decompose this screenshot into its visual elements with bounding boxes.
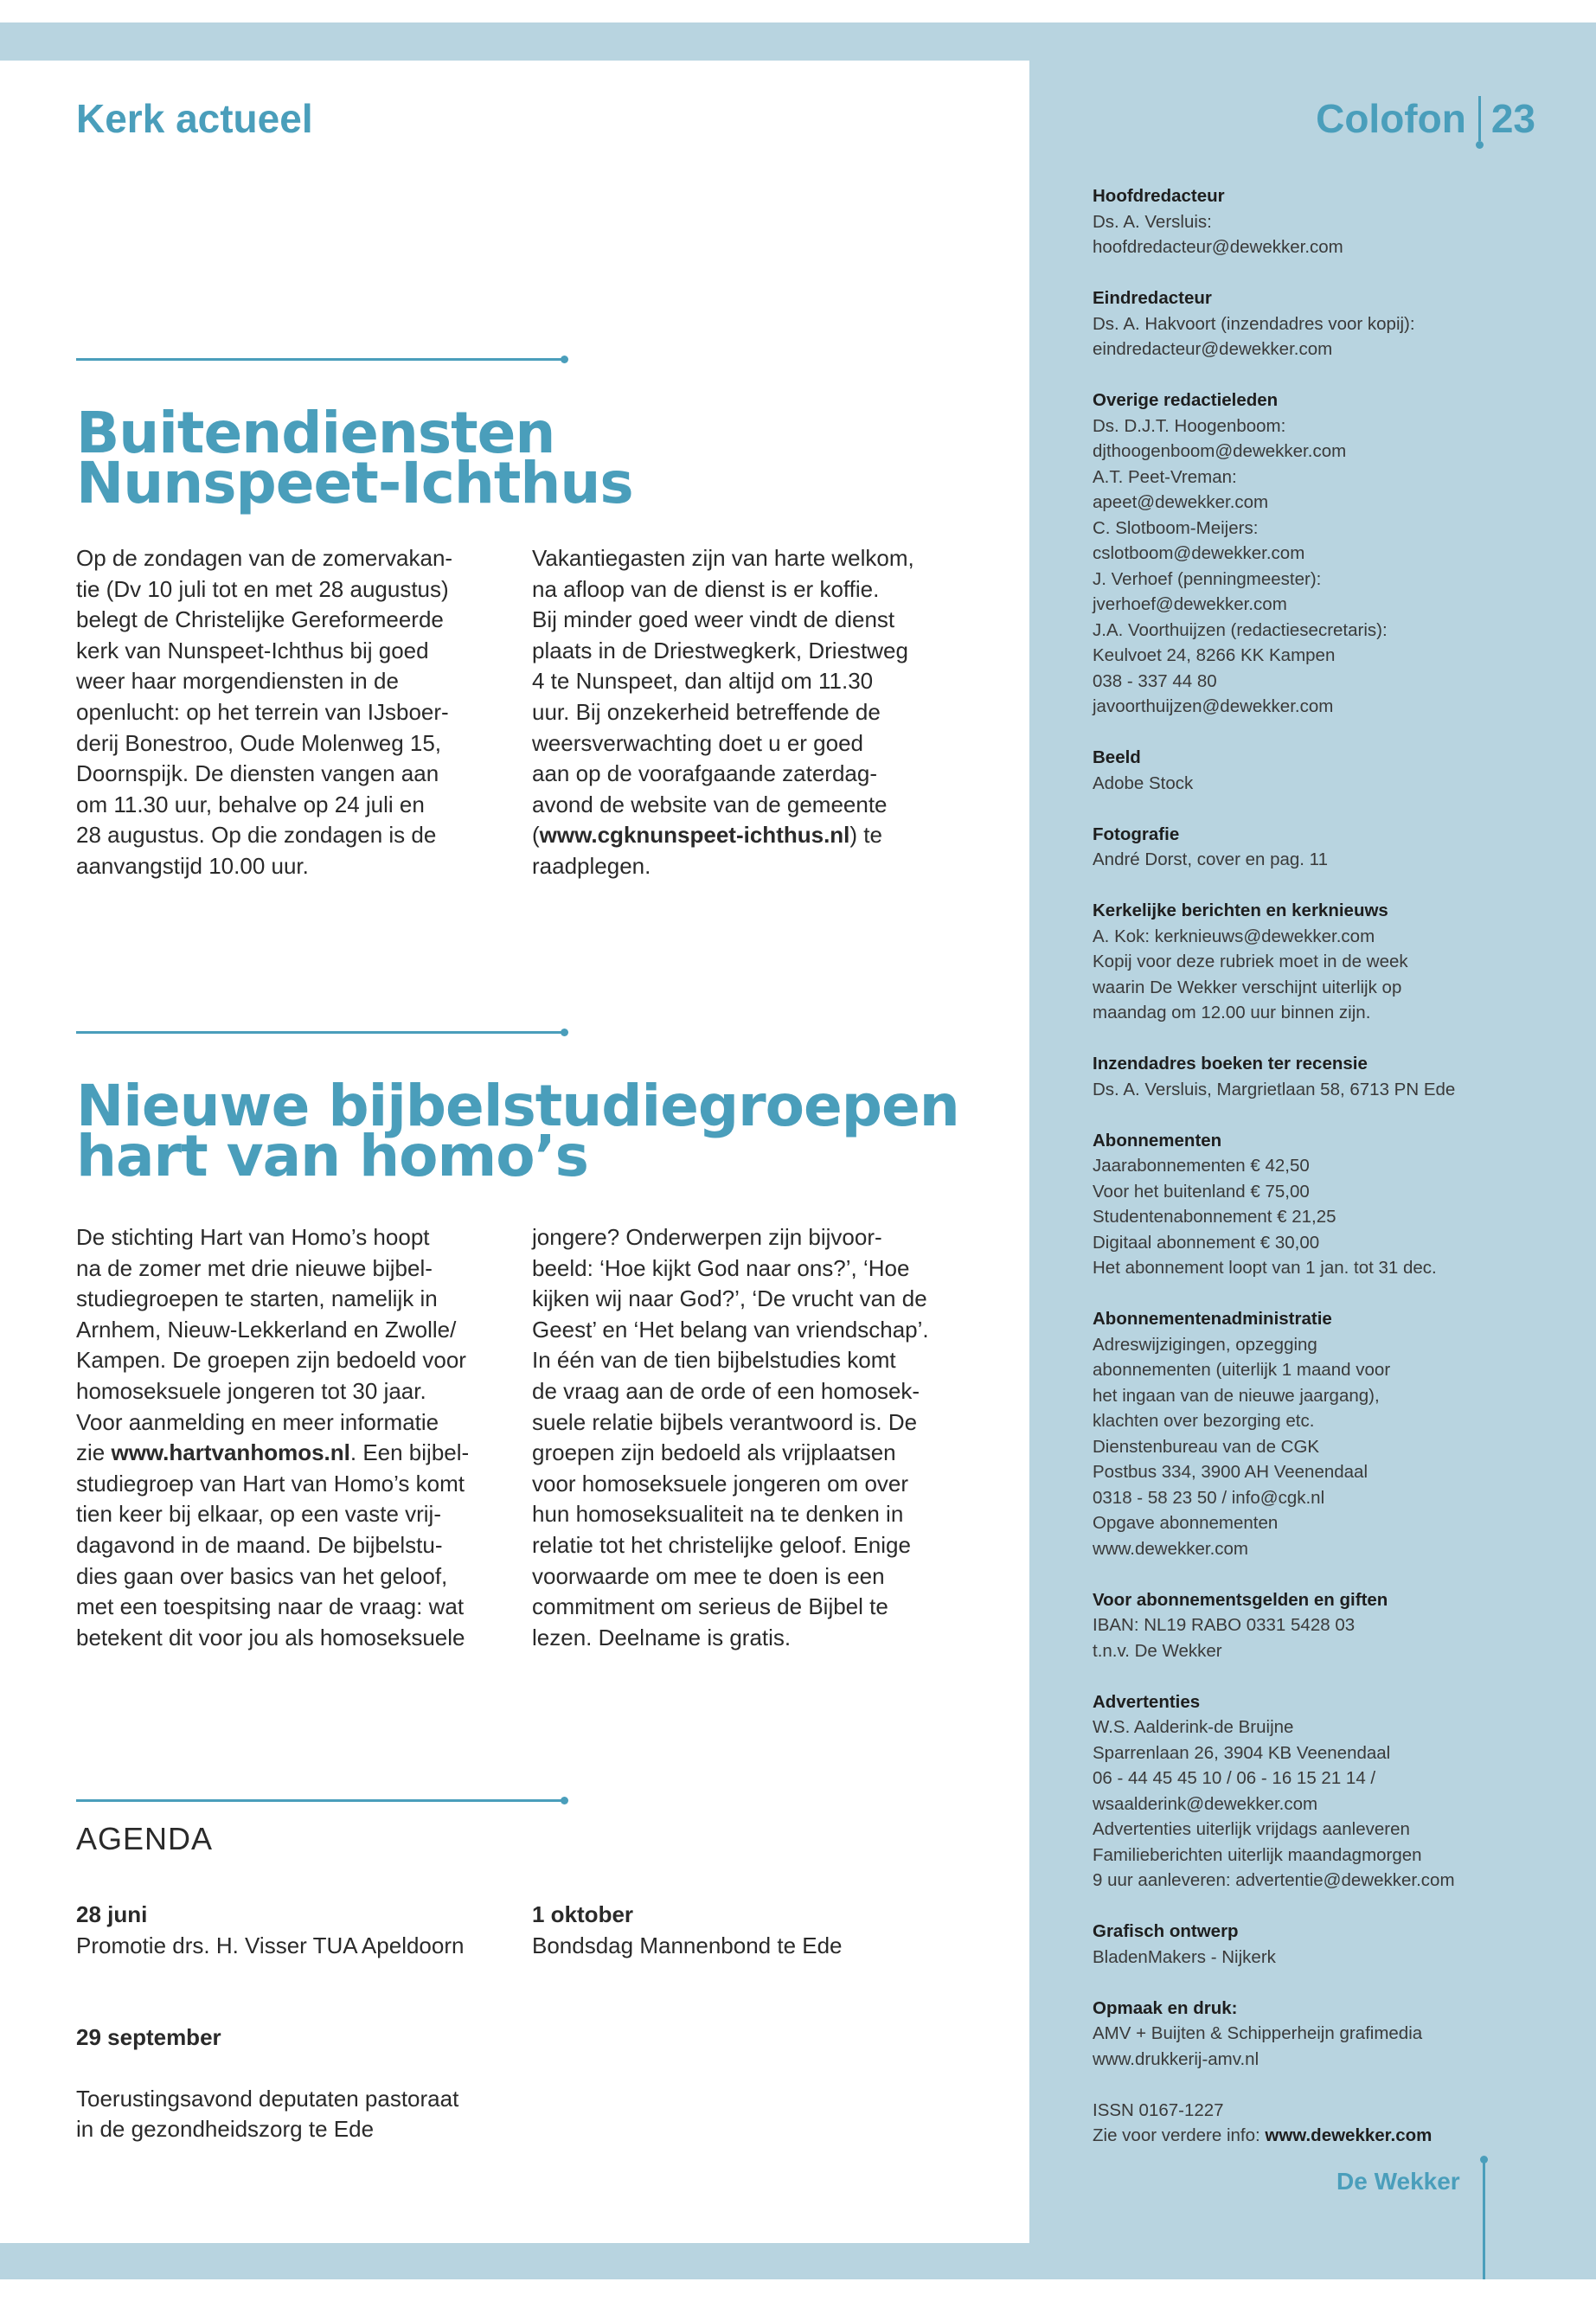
article1-col2-text: Vakantiegasten zijn van harte welkom, na afloop van de dienst is er koffie. Bij minder goed weer vindt de dienst plaats in de Driestwegkerk, Driestweg 4 te Nunspeet, dan altijd om 11.30 uur. Bij onzekerheid betreffende de weersverwachting doet u er goed aan op de voorafgaande zaterdag- avond de website van de gemeente ( bbox=[532, 545, 914, 849]
colofon-line: Ds. A. Versluis, Margrietlaan 58, 6713 PN Ede bbox=[1093, 1079, 1456, 1099]
colofon-block bbox=[1093, 1306, 1577, 1561]
colofon-line: Adreswijzigingen, opzegging bbox=[1093, 1334, 1317, 1355]
article2-col1-text-end: . Een bijbel- studiegroep van Hart van Homo’s komt tien keer bij elkaar, op een vaste vrij- dagavond in de maand. De bijbelstu- dies gaan over basics van het geloof, met een toespitsing naar de vraag: wat betekent dit voor jou als homoseksuele bbox=[76, 1439, 470, 1650]
colofon-line: maandag om 12.00 uur binnen zijn. bbox=[1093, 1003, 1371, 1022]
colofon-line: AMV + Buijten & Schipperheijn grafimedia bbox=[1093, 2023, 1423, 2043]
colofon-line: Ds. A. Hakvoort (inzendadres voor kopij): bbox=[1093, 313, 1415, 334]
colofon-line: www.dewekker.com bbox=[1093, 1538, 1249, 1559]
colofon-line: A. Kok: kerknieuws@dewekker.com bbox=[1093, 926, 1375, 946]
colofon-title: Colofon bbox=[1316, 96, 1466, 141]
article1-title-line2: Nunspeet-Ichthus bbox=[76, 450, 633, 516]
colofon-line: jverhoef@dewekker.com bbox=[1093, 594, 1287, 614]
colofon-line: Studentenabonnement € 21,25 bbox=[1093, 1207, 1336, 1227]
article2-col1-text: De stichting Hart van Homo’s hoopt na de zomer met drie nieuwe bijbel- studiegroepen te starten, namelijk in Arnhem, Nieuw-Lekkerland en Zwolle/ Kampen. De groepen zijn bedoeld voor homoseksuele jongeren tot 30 jaar. Voor aanmelding en meer informatie zie bbox=[76, 1224, 466, 1466]
colofon-heading: Voor abonnementsgelden en giften bbox=[1093, 1589, 1388, 1610]
colofon-line: Opgave abonnementen bbox=[1093, 1513, 1279, 1533]
article2-title-line1: Nieuwe bijbelstudiegroepen bbox=[76, 1073, 959, 1139]
article1-title-line1: Buitendiensten bbox=[76, 400, 555, 466]
colofon-line: BladenMakers - Nijkerk bbox=[1093, 1946, 1276, 1967]
colofon-block bbox=[1093, 898, 1577, 1026]
colofon-header bbox=[1316, 95, 1535, 142]
colofon-footer bbox=[1093, 2098, 1577, 2149]
colofon-line: Advertenties uiterlijk vrijdags aanleveren bbox=[1093, 1819, 1410, 1839]
colofon-line: Voor het buitenland € 75,00 bbox=[1093, 1181, 1310, 1202]
article2-title bbox=[76, 1073, 993, 1189]
agenda-title: AGENDA bbox=[76, 1821, 214, 1856]
colofon-line: J.A. Voorthuijzen (redactiesecretaris): bbox=[1093, 619, 1388, 640]
colofon-heading: Grafisch ontwerp bbox=[1093, 1921, 1239, 1941]
bottom-margin bbox=[0, 2279, 1596, 2301]
colofon-line: Postbus 334, 3900 AH Veenendaal bbox=[1093, 1462, 1368, 1482]
colofon-heading: Inzendadres boeken ter recensie bbox=[1093, 1054, 1368, 1074]
colofon-line: www.drukkerij-amv.nl bbox=[1093, 2048, 1259, 2069]
website-link[interactable]: www.dewekker.com bbox=[1265, 2125, 1433, 2145]
colofon-block bbox=[1093, 388, 1577, 720]
colofon-block bbox=[1093, 1128, 1577, 1281]
issn: ISSN 0167-1227 bbox=[1093, 2099, 1224, 2120]
colofon-line: javoorthuijzen@dewekker.com bbox=[1093, 696, 1334, 716]
colofon-line: IBAN: NL19 RABO 0331 5428 03 bbox=[1093, 1615, 1356, 1635]
footer-divider bbox=[1483, 2160, 1485, 2279]
colofon-line: Keulvoet 24, 8266 KK Kampen bbox=[1093, 645, 1336, 665]
article2-column1 bbox=[76, 1222, 491, 1653]
colofon-heading: Eindredacteur bbox=[1093, 288, 1212, 308]
colofon-line: Dienstenbureau van de CGK bbox=[1093, 1436, 1320, 1457]
agenda-item bbox=[532, 1900, 982, 1961]
agenda-rule bbox=[76, 1799, 565, 1802]
agenda-item bbox=[76, 1991, 526, 2145]
colofon-line: 9 uur aanleveren: advertentie@dewekker.com bbox=[1093, 1870, 1455, 1890]
colofon-line: 0318 - 58 23 50 / info@cgk.nl bbox=[1093, 1487, 1325, 1508]
colofon-heading: Abonnementenadministratie bbox=[1093, 1309, 1332, 1329]
colofon-heading: Fotografie bbox=[1093, 824, 1180, 844]
colofon-line: t.n.v. De Wekker bbox=[1093, 1640, 1222, 1661]
colofon-heading: Advertenties bbox=[1093, 1691, 1201, 1712]
colofon-line: Jaarabonnementen € 42,50 bbox=[1093, 1156, 1310, 1176]
section-label: Kerk actueel bbox=[76, 96, 313, 141]
colofon-line: het ingaan van de nieuwe jaargang), bbox=[1093, 1385, 1380, 1406]
colofon-line: Familieberichten uiterlijk maandagmorgen bbox=[1093, 1844, 1422, 1865]
more-info bbox=[1093, 2123, 1577, 2149]
colofon-heading: Overige redactieleden bbox=[1093, 390, 1279, 410]
colofon-line: waarin De Wekker verschijnt uiterlijk op bbox=[1093, 977, 1402, 997]
colofon-line: Ds. A. Versluis: bbox=[1093, 211, 1212, 232]
colofon-line: 038 - 337 44 80 bbox=[1093, 670, 1217, 691]
colofon-line: cslotboom@dewekker.com bbox=[1093, 543, 1305, 563]
colofon-line: Digitaal abonnement € 30,00 bbox=[1093, 1232, 1320, 1253]
colofon-block bbox=[1093, 1689, 1577, 1894]
colofon-heading: Kerkelijke berichten en kerknieuws bbox=[1093, 901, 1388, 920]
agenda-date: 28 juni bbox=[76, 1901, 148, 1927]
colofon-line: klachten over bezorging etc. bbox=[1093, 1411, 1315, 1431]
colofon-block bbox=[1093, 285, 1577, 362]
brand-footer: De Wekker bbox=[1336, 2168, 1460, 2195]
colofon-line: apeet@dewekker.com bbox=[1093, 492, 1269, 512]
colofon-line: A.T. Peet-Vreman: bbox=[1093, 466, 1237, 487]
colofon-line: J. Verhoef (penningmeester): bbox=[1093, 568, 1322, 589]
article1-column1: Op de zondagen van de zomervakan- tie (Dv 10 juli tot en met 28 augustus) belegt de Christelijke Gereformeerde kerk van Nunspeet-Ichthus bij goed weer haar morgendiensten in de openlucht: op het terrein van IJsboer- derij Bonestroo, Oude Molenweg 15, Doornspijk. De diensten vangen aan om 11.30 uur, behalve op 24 juli en 28 augustus. Op die zondagen is de aanvangstijd 10.00 uur. bbox=[76, 545, 453, 879]
page-number: 23 bbox=[1490, 96, 1535, 141]
header-divider bbox=[1478, 96, 1481, 141]
agenda-item bbox=[76, 1900, 526, 1961]
colofon-line: eindredacteur@dewekker.com bbox=[1093, 339, 1333, 359]
colofon-block bbox=[1093, 1587, 1577, 1664]
agenda-text: Toerustingsavond deputaten pastoraat in de gezondheidszorg te Ede bbox=[76, 2085, 459, 2143]
agenda-date: 1 oktober bbox=[532, 1901, 634, 1927]
colofon-line: wsaalderink@dewekker.com bbox=[1093, 1793, 1318, 1814]
colofon-heading: Hoofdredacteur bbox=[1093, 186, 1225, 206]
colofon-line: Het abonnement loopt van 1 jan. tot 31 dec. bbox=[1093, 1258, 1437, 1278]
colofon-heading: Beeld bbox=[1093, 747, 1141, 767]
colofon-line: 06 - 44 45 45 10 / 06 - 16 15 21 14 / bbox=[1093, 1768, 1376, 1788]
more-info-label: Zie voor verdere info: bbox=[1093, 2125, 1266, 2145]
agenda-text: Promotie drs. H. Visser TUA Apeldoorn bbox=[76, 1932, 465, 1958]
colofon-line: Adobe Stock bbox=[1093, 772, 1194, 793]
colofon-line: Kopij voor deze rubriek moet in de week bbox=[1093, 952, 1408, 971]
colofon-heading: Opmaak en druk: bbox=[1093, 1997, 1238, 2018]
colofon-line: Sparrenlaan 26, 3904 KB Veenendaal bbox=[1093, 1742, 1391, 1763]
article1-column2 bbox=[532, 543, 947, 882]
colofon-line: C. Slotboom-Meijers: bbox=[1093, 517, 1259, 538]
article1-rule bbox=[76, 358, 565, 361]
colofon-line: djthoogenboom@dewekker.com bbox=[1093, 441, 1347, 461]
colofon-line: hoofdredacteur@dewekker.com bbox=[1093, 237, 1343, 257]
article1-col2-text-end: ) te raadplegen. bbox=[532, 822, 882, 879]
article2-rule bbox=[76, 1031, 565, 1034]
colofon-line: abonnementen (uiterlijk 1 maand voor bbox=[1093, 1360, 1391, 1380]
agenda-date: 29 september bbox=[76, 2023, 221, 2050]
colofon-line: Ds. D.J.T. Hoogenboom: bbox=[1093, 415, 1286, 436]
colofon-block bbox=[1093, 1051, 1577, 1102]
article1-website-link[interactable]: www.cgknunspeet-ichthus.nl bbox=[539, 822, 850, 849]
colofon-list bbox=[1093, 183, 1577, 2149]
colofon-block bbox=[1093, 1919, 1577, 1970]
article1-title bbox=[76, 400, 993, 516]
colofon-block bbox=[1093, 183, 1577, 260]
article2-website-link[interactable]: www.hartvanhomos.nl bbox=[111, 1439, 350, 1466]
colofon-block bbox=[1093, 1996, 1577, 2073]
colofon-block bbox=[1093, 822, 1577, 873]
article2-title-line2: hart van homo’s bbox=[76, 1123, 588, 1189]
colofon-heading: Abonnementen bbox=[1093, 1130, 1222, 1150]
colofon-line: André Dorst, cover en pag. 11 bbox=[1093, 849, 1328, 869]
colofon-block bbox=[1093, 745, 1577, 796]
agenda-text: Bondsdag Mannenbond te Ede bbox=[532, 1932, 843, 1958]
article2-column2: jongere? Onderwerpen zijn bijvoor- beeld: ‘Hoe kijkt God naar ons?’, ‘Hoe kijken wij naar God?’, ‘De vrucht van de Geest’ en ‘Het belang van vriendschap’. In één van de tien bijbelstudies komt de vraag aan de orde of een homosek- suele relatie bijbels verantwoord is. De groepen zijn bedoeld als vrijplaatsen voor homoseksuele jongeren om over hun homoseksualiteit na te denken in relatie tot het christelijke geloof. Enige voorwaarde om mee te doen is een commitment om serieus de Bijbel te lezen. Deelname is gratis. bbox=[532, 1224, 929, 1650]
top-margin bbox=[0, 0, 1596, 22]
colofon-line: W.S. Aalderink-de Bruijne bbox=[1093, 1717, 1294, 1737]
